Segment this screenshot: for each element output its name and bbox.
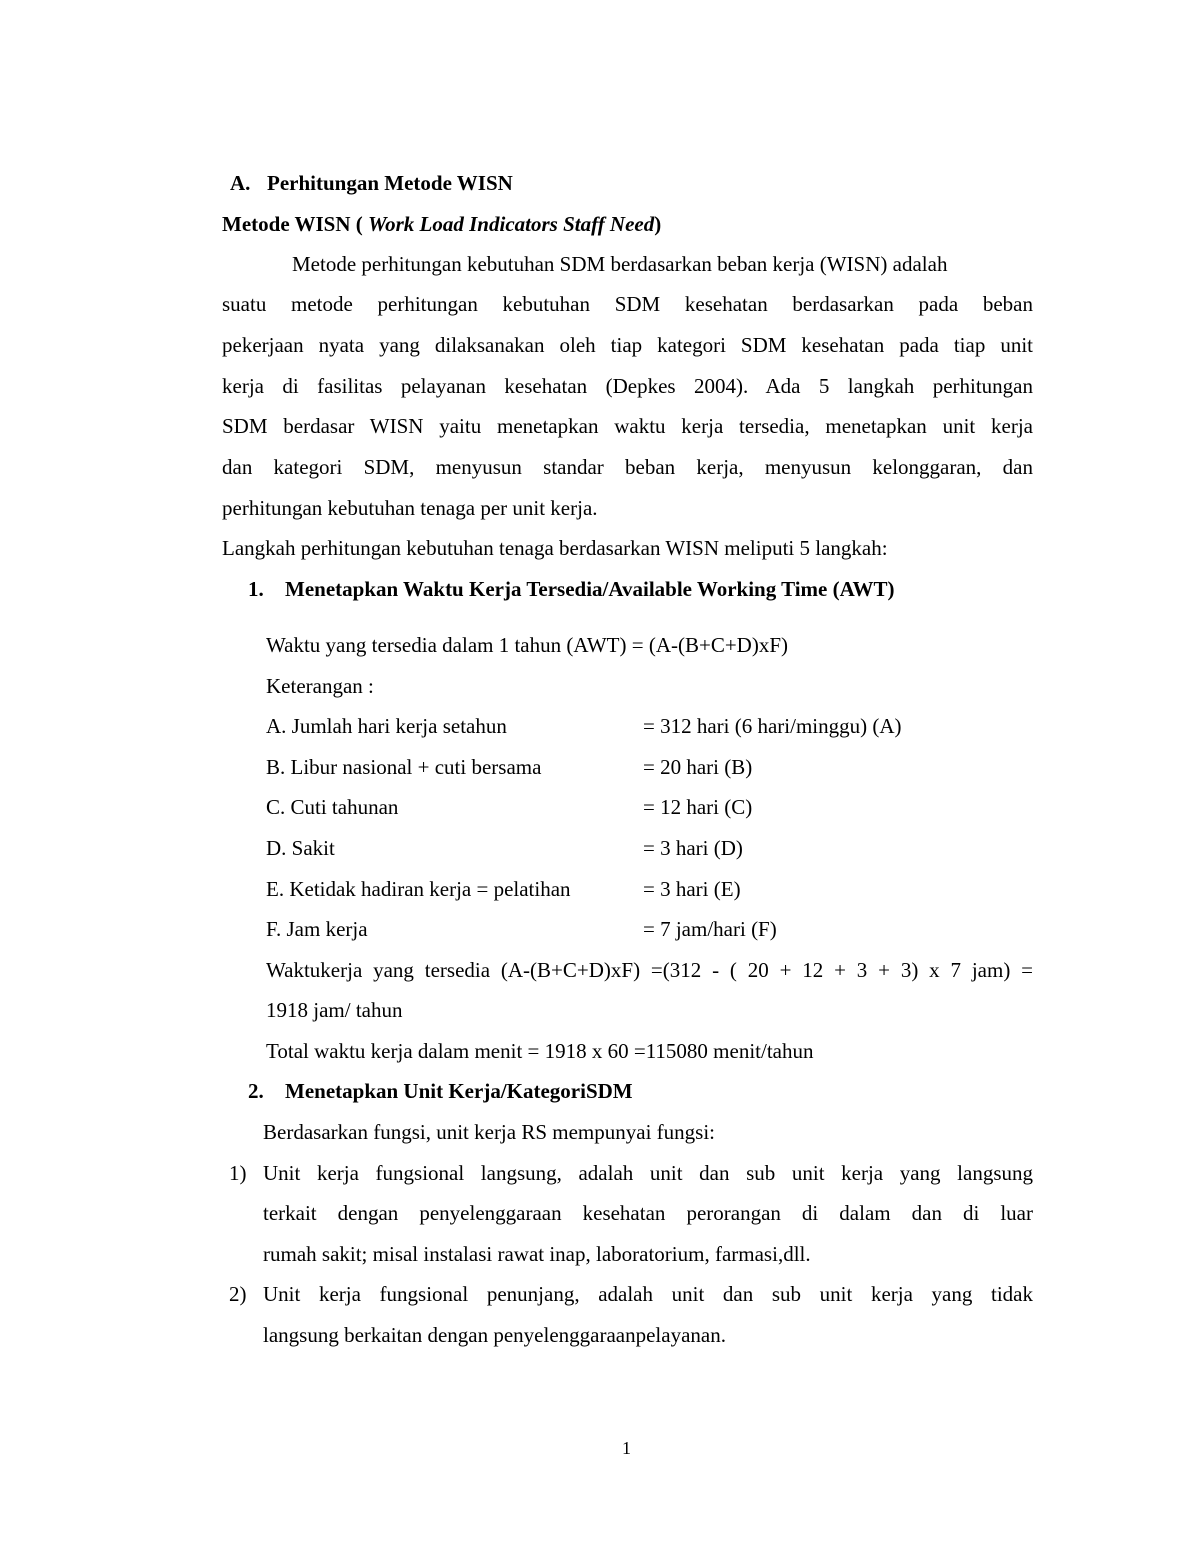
page-number: 1 (622, 1438, 631, 1458)
step1-title: Menetapkan Waktu Kerja Tersedia/Available Working Time (AWT) (285, 577, 895, 601)
intro-line-4: kerja di fasilitas pelayanan kesehatan (Depkes 2004). Ada 5 langkah perhitungan (222, 374, 1033, 398)
keterangan-label: Keterangan : (266, 674, 374, 698)
list-item-1-line-3: rumah sakit; misal instalasi rawat inap, laboratorium, farmasi,dll. (263, 1242, 811, 1266)
list-item-1-line-1: Unit kerja fungsional langsung, adalah unit dan sub unit kerja yang langsung (263, 1161, 1033, 1185)
intro-line-1: Metode perhitungan kebutuhan SDM berdasarkan beban kerja (WISN) adalah (292, 252, 948, 276)
subtitle-prefix: Metode WISN ( (222, 212, 369, 236)
step2-number: 2. (248, 1079, 264, 1103)
list-marker-2: 2) (229, 1282, 247, 1306)
step1-number: 1. (248, 577, 264, 601)
method-subtitle (222, 211, 661, 237)
intro-line-7: perhitungan kebutuhan tenaga per unit kerja. (222, 496, 598, 520)
item-e-value: = 3 hari (E) (643, 877, 741, 901)
list-item-2-line-2: langsung berkaitan dengan penyelenggaraanpelayanan. (263, 1323, 726, 1347)
list-marker-1: 1) (229, 1161, 247, 1185)
item-d-label: D. Sakit (266, 836, 335, 860)
subtitle-italic: Work Load Indicators Staff Need (368, 212, 655, 236)
section-title: Perhitungan Metode WISN (267, 171, 513, 195)
item-c-value: = 12 hari (C) (643, 795, 753, 819)
list-item-2-line-1: Unit kerja fungsional penunjang, adalah unit dan sub unit kerja yang tidak (263, 1282, 1033, 1306)
subtitle-suffix: ) (654, 212, 662, 236)
item-a-value: = 312 hari (6 hari/minggu) (A) (643, 714, 902, 738)
total-minutes-line: Total waktu kerja dalam menit = 1918 x 60 =115080 menit/tahun (266, 1039, 814, 1063)
calc-line-2: 1918 jam/ tahun (266, 998, 403, 1022)
step2-intro: Berdasarkan fungsi, unit kerja RS mempunyai fungsi: (263, 1120, 716, 1144)
intro-line-2: suatu metode perhitungan kebutuhan SDM kesehatan berdasarkan pada beban (222, 292, 1033, 316)
section-marker-a: A. (230, 171, 251, 195)
item-f-value: = 7 jam/hari (F) (643, 917, 777, 941)
intro-line-6: dan kategori SDM, menyusun standar beban kerja, menyusun kelonggaran, dan (222, 455, 1033, 479)
intro-line-5: SDM berdasar WISN yaitu menetapkan waktu kerja tersedia, menetapkan unit kerja (222, 414, 1033, 438)
item-b-label: B. Libur nasional + cuti bersama (266, 755, 542, 779)
item-d-value: = 3 hari (D) (643, 836, 743, 860)
awt-formula: Waktu yang tersedia dalam 1 tahun (AWT) = (A-(B+C+D)xF) (266, 633, 789, 657)
item-c-label: C. Cuti tahunan (266, 795, 399, 819)
item-e-label: E. Ketidak hadiran kerja = pelatihan (266, 877, 571, 901)
list-item-1-line-2: terkait dengan penyelenggaraan kesehatan perorangan di dalam dan di luar (263, 1201, 1033, 1225)
intro-line-3: pekerjaan nyata yang dilaksanakan oleh tiap kategori SDM kesehatan pada tiap unit (222, 333, 1033, 357)
item-f-label: F. Jam kerja (266, 917, 368, 941)
item-b-value: = 20 hari (B) (643, 755, 753, 779)
step2-title: Menetapkan Unit Kerja/KategoriSDM (285, 1079, 633, 1103)
steps-intro: Langkah perhitungan kebutuhan tenaga berdasarkan WISN meliputi 5 langkah: (222, 536, 888, 560)
item-a-label: A. Jumlah hari kerja setahun (266, 714, 507, 738)
calc-line-1: Waktukerja yang tersedia (A-(B+C+D)xF) =(312 - ( 20 + 12 + 3 + 3) x 7 jam) = (266, 958, 1033, 982)
